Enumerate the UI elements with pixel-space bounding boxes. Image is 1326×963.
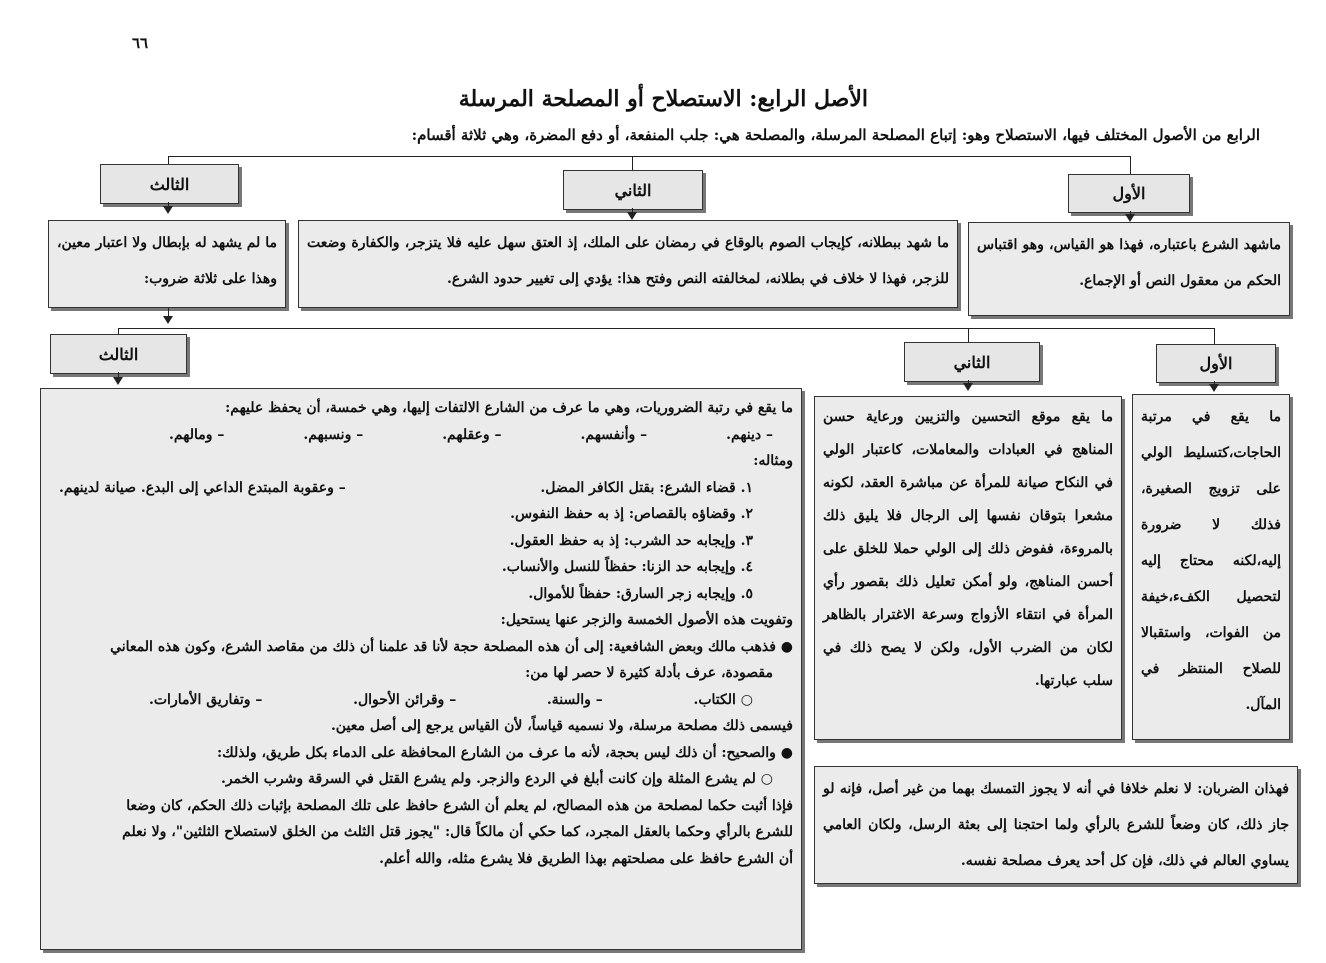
connector-line <box>632 208 633 213</box>
sources-line <box>49 687 793 714</box>
connector-line <box>1130 211 1131 215</box>
connector-line <box>168 202 169 207</box>
necessity-item: – وعقلهم. <box>442 426 502 443</box>
source-item: ○ الكتاب. <box>693 691 753 708</box>
text-line: ● فذهب مالك وبعض الشافعية: إلى أن هذه المصلحة حجة لأنا قد علمنا أن ذلك من مقاصد الشرع، وكون هذه المعاني <box>110 638 793 655</box>
example-item: ٥. وإيجابه زجر السارق: حفظاً للأموال. <box>528 585 753 602</box>
arrow-icon <box>963 383 973 391</box>
label-first-l2: الأول <box>1156 344 1276 383</box>
necessity-item: – ونسبهم. <box>303 426 364 443</box>
content-text: ما شهد ببطلانه، كإيجاب الصوم بالوقاع في رمضان على الملك، إذ العتق سهل عليه فلا يتزجر، والكفارة وضعت للزجر، فهذا لا خلاف في بطلانه، لمخالفته النص وفتح هذا: يؤدي إلى تغيير حدود الشرع. <box>307 235 949 287</box>
necessity-item: – دينهم. <box>726 426 773 443</box>
arrow-icon <box>163 316 173 324</box>
source-item: – وقرائن الأحوال. <box>353 691 457 708</box>
text-line: مقصودة، عرف بأدلة كثيرة لا حصر لها من: <box>525 665 773 681</box>
arrow-icon <box>627 212 637 220</box>
content-first-l1 <box>968 222 1290 316</box>
page-title: الأصل الرابع: الاستصلاح أو المصلحة المرسلة <box>458 86 868 112</box>
necessity-item: – وأنفسهم. <box>580 426 648 443</box>
connector-line <box>118 328 1214 329</box>
connector-line <box>632 156 633 170</box>
connector-line <box>168 156 1131 157</box>
text-line: ○ لم يشرع المثلة وإن كانت أبلغ في الردع والزجر. ولم يشرع القتل في السرقة وشرب الخمر. <box>220 771 773 787</box>
text-line: للشرع بالرأي وحكما بالعقل المجرد، كما حكي أن مالكاً قال: "يجوز قتل الثلث من الخلق لاستصلاح الثلثين"، ولا نعلم <box>122 824 793 840</box>
text-line: ● والصحيح: أن ذلك ليس بحجة، لأنه ما عرف من الشارع المحافظة على الدماء بكل طريق، ولذلك: <box>217 744 793 761</box>
label-third-l2: الثالث <box>50 334 187 374</box>
example-item: ٣. وإيجابه حد الشرب: إذ به حفظ العقول. <box>509 532 753 549</box>
text-line: أن الشرع حافظ على مصلحتهم بهذا الطريق فلا يشرع مثله، والله أعلم. <box>379 850 793 867</box>
text-line: ما يقع في رتبة الضروريات، وهي ما عرف من الشارع الالتفات إليها، وهي خمسة، أن يحفظ عليهم: <box>225 400 793 416</box>
source-item: – والسنة. <box>546 691 603 708</box>
content-text: ما لم يشهد له بإبطال ولا اعتبار معين، وهذا على ثلاثة ضروب: <box>57 235 277 287</box>
example-item: ١. قضاء الشرع: بقتل الكافر المضل. <box>540 479 753 496</box>
label-second-l2: الثاني <box>904 342 1040 382</box>
content-second-l2 <box>814 396 1122 740</box>
page-number: ٦٦ <box>132 34 149 52</box>
connector-line <box>1130 156 1131 174</box>
arrow-icon <box>1125 214 1135 222</box>
label-first-l1: الأول <box>1068 174 1190 213</box>
connector-line <box>1214 328 1215 344</box>
example-item: – وعقوبة المبتدع الداعي إلى البدع. صيانة لدينهم. <box>59 479 346 496</box>
content-text: ماشهد الشرع باعتباره، فهذا هو القياس، وهو اقتباس الحكم من معقول النص أو الإجماع. <box>977 237 1281 289</box>
arrow-icon <box>1209 384 1219 392</box>
note-text: فهذان الضربان: لا نعلم خلافا في أنه لا يجوز التمسك بهما من غير أصل، فإنه لو جاز ذلك، كان وضعاً للشرع بالرأي ولما احتجنا إلى بعثة الرسل، ولكان العامي يساوي العالم في ذلك، فإن كل أحد يعرف مصلحة نفسه. <box>823 781 1289 869</box>
content-third-l2 <box>40 388 802 950</box>
content-second-l1 <box>298 220 958 308</box>
text-line: ومثاله: <box>753 453 793 469</box>
note-box <box>814 766 1298 884</box>
intro-text: الرابع من الأصول المختلف فيها، الاستصلاح وهو: إتباع المصلحة المرسلة، والمصلحة هي: جلب المنفعة، أو دفع المضرة، وهي ثلاثة أقسام: <box>411 126 1260 144</box>
content-first-l2 <box>1132 394 1290 740</box>
connector-line <box>968 328 969 342</box>
content-text: ما يقع في مرتبة الحاجات،كتسليط الولي على تزويج الصغيرة، فذلك لا ضرورة إليه،لكنه محتاج إليه لتحصيل الكفء،خيفة من الفوات، واستقبالا للصلاح المنتظر في المآل. <box>1141 409 1281 713</box>
content-text: ما يقع موقع التحسين والتزيين ورعاية حسن المناهج في العبادات والمعاملات، كاعتبار الولي في النكاح صيانة للمرأة عن مباشرة العقد، لكونه مشعرا بتوقان نفسها إلى الرجال فلا يليق ذلك بالمروءة، ففوض ذلك إلى الولي حملا للخلق على أحسن المناهج، ولو أمكن تعليل ذلك بقصور رأي المرأة في انتقاء الأزواج وسرعة الاغترار بالظاهر لكان من الضرب الأول، ولكن لا يصح ذلك في سلب عبارتها. <box>823 409 1113 689</box>
arrow-icon <box>163 206 173 214</box>
source-item: – وتفاريق الأمارات. <box>149 691 263 708</box>
arrow-icon <box>113 377 123 385</box>
text-line: فيسمى ذلك مصلحة مرسلة، ولا نسميه قياساً، لأن القياس يرجع إلى أصل معين. <box>330 718 793 734</box>
content-third-l1 <box>48 220 286 308</box>
label-third-l1: الثالث <box>100 164 239 204</box>
example-item: ٤. وإيجابه حد الزنا: حفظاً للنسل والأنساب. <box>501 559 753 575</box>
text-line: وتفويت هذه الأصول الخمسة والزجر عنها يستحيل: <box>500 612 793 628</box>
label-second-l1: الثاني <box>563 170 703 210</box>
example-line <box>49 475 793 502</box>
connector-line <box>168 156 169 164</box>
necessity-item: – ومالهم. <box>169 426 225 443</box>
text-line: فإذا أثبت حكما لمصلحة من هذه المصالح، لم يعلم أن الشرع حافظ على تلك المصلحة بإثبات ذلك الحكم، كان وضعا <box>126 797 793 814</box>
five-necessities <box>49 422 793 449</box>
example-item: ٢. وقضاؤه بالقصاص: إذ به حفظ النفوس. <box>510 506 753 522</box>
